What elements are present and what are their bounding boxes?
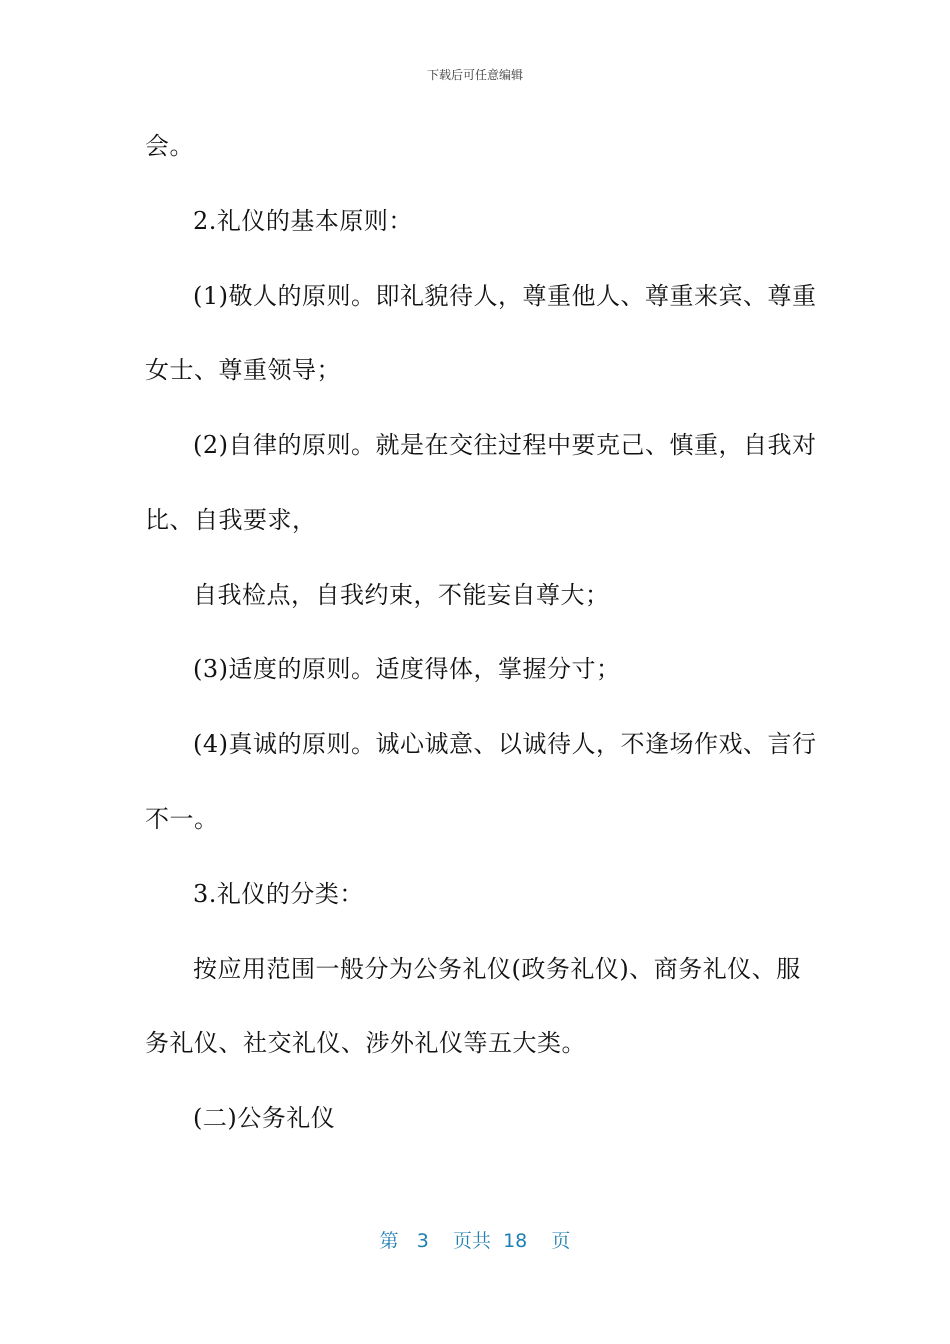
- current-page-number: 3: [416, 1230, 429, 1252]
- section-heading: 3.礼仪的分类：: [193, 880, 364, 908]
- body-line: (2)自律的原则。就是在交往过程中要克己、慎重，自我对: [193, 431, 817, 459]
- footer-suffix: 页: [551, 1230, 571, 1252]
- body-line: (4)真诚的原则。诚心诚意、以诚待人，不逢场作戏、言行: [193, 730, 817, 758]
- footer-prefix: 第: [379, 1230, 399, 1252]
- body-line: 务礼仪、社交礼仪、涉外礼仪等五大类。: [145, 1029, 586, 1057]
- body-line: 会。: [145, 132, 194, 160]
- page-footer: [0, 1226, 950, 1253]
- total-pages-number: 18: [503, 1230, 528, 1252]
- body-line: 自我检点，自我约束，不能妄自尊大；: [193, 581, 610, 609]
- section-heading: (二)公务礼仪: [193, 1104, 336, 1132]
- body-line: 按应用范围一般分为公务礼仪(政务礼仪)、商务礼仪、服: [193, 955, 801, 983]
- body-line: 比、自我要求，: [145, 506, 317, 534]
- page-header: 下载后可任意编辑: [426, 68, 523, 82]
- body-line: 女士、尊重领导；: [145, 356, 341, 384]
- footer-middle: 页共: [452, 1230, 491, 1252]
- body-line: (1)敬人的原则。即礼貌待人，尊重他人、尊重来宾、尊重: [193, 282, 817, 310]
- body-line: 不一。: [145, 805, 219, 833]
- section-heading: 2.礼仪的基本原则：: [193, 207, 413, 235]
- body-line: (3)适度的原则。适度得体，掌握分寸；: [193, 655, 621, 683]
